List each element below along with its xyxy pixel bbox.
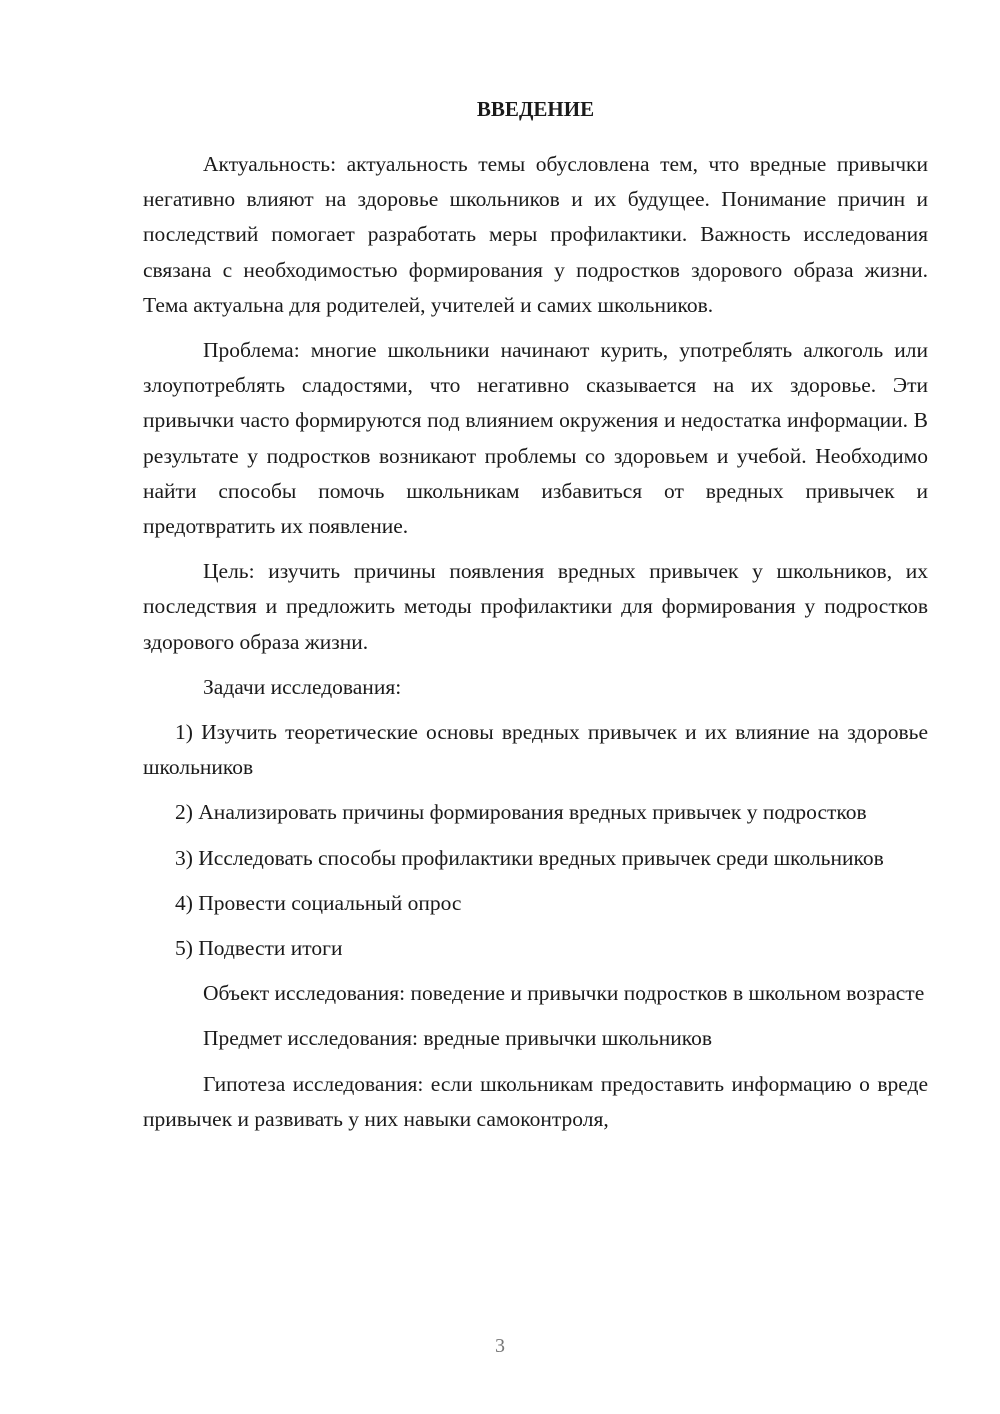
task-item-3: 3) Исследовать способы профилактики вредных привычек среди школьников <box>175 845 884 870</box>
section-title: ВВЕДЕНИЕ <box>476 97 595 121</box>
task-item-4: 4) Провести социальный опрос <box>175 890 462 915</box>
task-item-5: 5) Подвести итоги <box>175 936 343 961</box>
hypothesis-paragraph: Гипотеза исследования: если школьникам предоставить информацию о вреде привычек и развивать у них навыки самоконтроля, <box>143 1071 928 1131</box>
document-body <box>143 92 928 1137</box>
subject-paragraph: Предмет исследования: вредные привычки школьников <box>203 1026 712 1051</box>
task-item-2: 2) Анализировать причины формирования вредных привычек у подростков <box>175 800 867 825</box>
object-paragraph: Объект исследования: поведение и привычки подростков в школьном возрасте <box>203 981 925 1006</box>
page-number: 3 <box>495 1335 505 1357</box>
problem-paragraph: Проблема: многие школьники начинают курить, употреблять алкоголь или злоупотреблять сладостями, что негативно сказывается на их здоровье. Эти привычки часто формируются под влиянием окружения и недостатка информации. В результате у подростков возникают проблемы со здоровьем и учебой. Необходимо найти способы помочь школьникам избавиться от вредных привычек и предотвратить их появление. <box>143 338 928 539</box>
goal-paragraph: Цель: изучить причины появления вредных привычек у школьников, их последствия и предложить методы профилактики для формирования у подростков здорового образа жизни. <box>143 559 928 654</box>
task-item-1: 1) Изучить теоретические основы вредных привычек и их влияние на здоровье школьников <box>143 720 928 780</box>
tasks-heading: Задачи исследования: <box>203 674 402 699</box>
relevance-paragraph: Актуальность: актуальность темы обусловлена тем, что вредные привычки негативно влияют на здоровье школьников и их будущее. Понимание причин и последствий помогает разработать меры профилактики. Важность исследования связана с необходимостью формирования у подростков здорового образа жизни. Тема актуальна для родителей, учителей и самих школьников. <box>143 152 928 317</box>
